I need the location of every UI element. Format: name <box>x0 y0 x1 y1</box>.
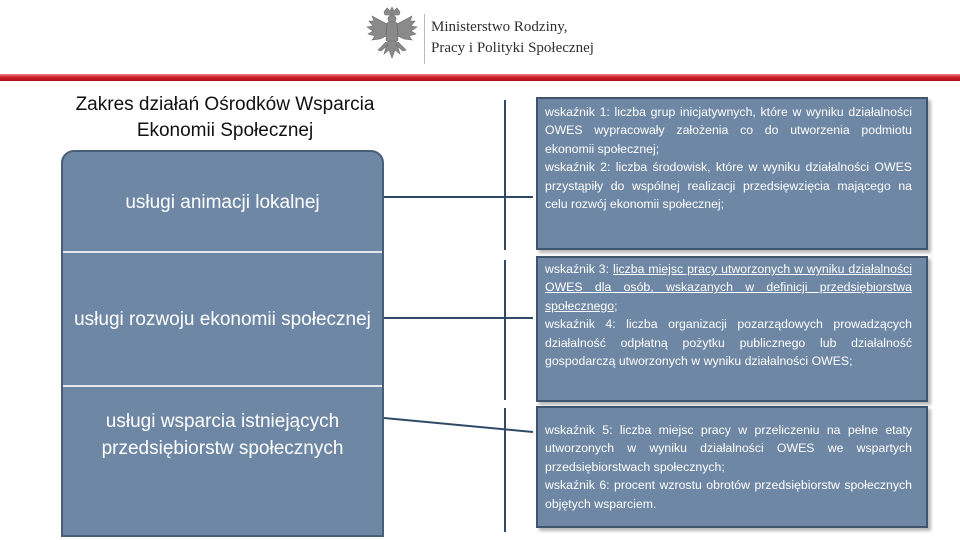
ministry-name-line2: Pracy i Polityki Społecznej <box>431 40 594 56</box>
ministry-name-line1: Ministerstwo Rodziny, <box>431 19 568 35</box>
indicator-box-1 <box>536 97 928 250</box>
diagram-title: Zakres działań Ośrodków Wsparcia Ekonomii Społecznej <box>75 94 375 141</box>
indicator-3-prefix: wskaźnik 3: <box>545 262 613 276</box>
service-label: usługi rozwoju ekonomii społecznej <box>74 308 371 330</box>
indicator-box-2 <box>536 256 928 402</box>
indicator-6-text: wskaźnik 6: procent wzrostu obrotów przedsiębiorstw społecznych objętych wsparciem. <box>545 478 912 511</box>
indicator-box-3 <box>536 406 928 528</box>
indicator-3-underlined: liczba miejsc pracy utworzonych w wyniku działalności OWES dla osób, wskazanych w definicji przedsiębiorstwa społecznego <box>545 262 912 313</box>
indicator-4-text: wskaźnik 4: liczba organizacji pozarządowych prowadzących działalność odpłatną pożytku publicznego lub działalność gospodarczą utworzonych w wyniku działalności OWES; <box>545 317 912 369</box>
indicator-5-text: wskaźnik 5: liczba miejsc pracy w przeliczeniu na pełne etaty utworzonych w wyniku działalności OWES we wspartych przedsiębiorstwach społecznych; <box>545 423 912 474</box>
service-label: usługi animacji lokalnej <box>125 191 320 213</box>
indicator-1-text: wskaźnik 1: liczba grup inicjatywnych, które w wyniku działalności OWES wypracowały założenia co do utworzenia podmiotu ekonomii społecznej; <box>545 105 912 156</box>
indicator-3-suffix: ; <box>614 298 618 313</box>
connector-line <box>384 418 533 432</box>
service-label: usługi wsparcia istniejących przedsiębiorstw społecznych <box>101 411 344 459</box>
indicator-3-text <box>545 260 912 315</box>
indicator-2-text: wskaźnik 2: liczba środowisk, które w wyniku działalności OWES przystąpiły do wspólnej realizacji przedsięwzięcia mającego na celu rozwój ekonomii społecznej; <box>545 160 912 212</box>
